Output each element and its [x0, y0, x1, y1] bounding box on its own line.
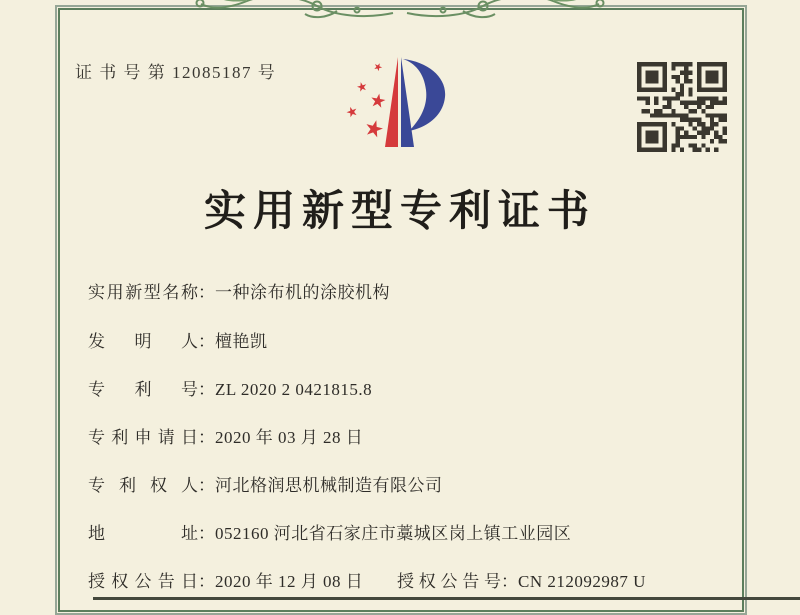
field-row-patent-no [88, 378, 745, 402]
cnipa-logo-icon [337, 53, 459, 155]
field-label-patentee: 专 利 权 人 [88, 476, 198, 495]
field-value-name: 一种涂布机的涂胶机构 [215, 283, 390, 302]
field-colon: ： [198, 524, 215, 543]
field-label-inventor: 发 明 人 [88, 332, 198, 351]
field-label-grant-date: 授权公告日 [88, 572, 198, 591]
field-label-filing-date: 专利申请日 [88, 428, 198, 447]
qr-code-icon [636, 62, 728, 152]
field-label-patent-no: 专 利 号 [88, 380, 198, 399]
field-row-grant [88, 570, 745, 594]
grant-no-pair [397, 570, 646, 594]
field-value-grant-no: CN 212092987 U [518, 572, 646, 591]
field-label-name: 实用新型名称 [88, 283, 198, 302]
field-colon: ： [198, 572, 215, 591]
field-value-patentee: 河北格润思机械制造有限公司 [215, 476, 443, 495]
field-label-address: 地 址 [88, 524, 198, 543]
certificate-title: 实用新型专利证书 [203, 189, 596, 235]
field-colon: ： [198, 332, 215, 351]
field-value-inventor: 檀艳凯 [215, 332, 268, 351]
field-colon: ： [501, 572, 518, 591]
top-ornament-icon [185, 0, 615, 20]
field-row-filing-date [88, 426, 745, 450]
field-row-name [88, 281, 745, 305]
field-row-address [88, 522, 745, 546]
field-value-address: 052160 河北省石家庄市藁城区岗上镇工业园区 [215, 524, 572, 543]
certificate-number: 证 书 号 第 12085187 号 [75, 63, 277, 82]
field-colon: ： [198, 476, 215, 495]
field-colon: ： [198, 283, 215, 302]
field-label-grant-no: 授权公告号 [397, 572, 501, 591]
field-row-patentee [88, 474, 745, 498]
field-value-grant-date: 2020 年 12 月 08 日 [215, 572, 364, 591]
field-colon: ： [198, 380, 215, 399]
field-row-inventor [88, 330, 745, 354]
field-value-patent-no: ZL 2020 2 0421815.8 [215, 380, 373, 399]
field-value-filing-date: 2020 年 03 月 28 日 [215, 428, 364, 447]
field-colon: ： [198, 428, 215, 447]
